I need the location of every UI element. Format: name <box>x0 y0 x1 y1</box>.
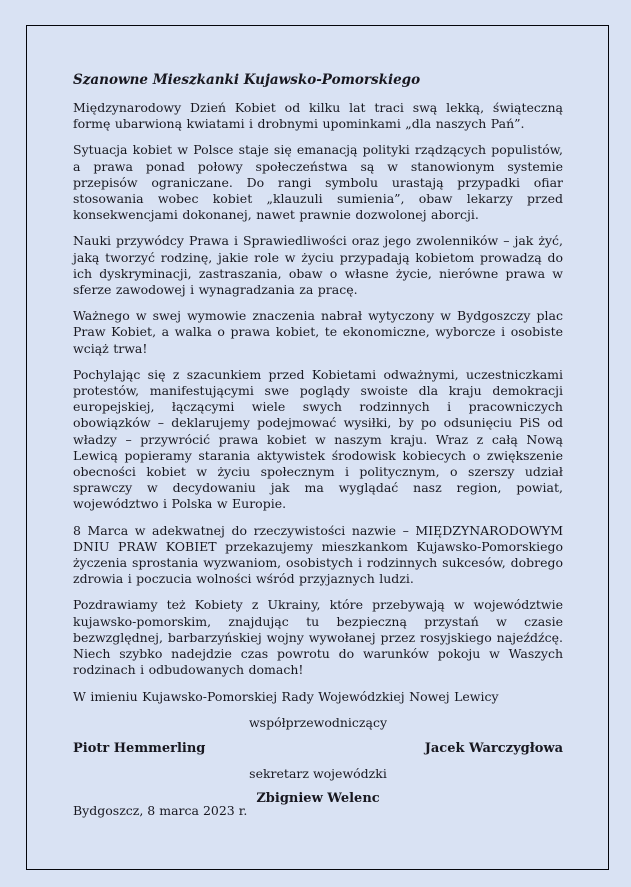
cochair-left-name: Piotr Hemmerling <box>73 740 206 756</box>
on-behalf-line: W imieniu Kujawsko-Pomorskiej Rady Wojewódzkiej Nowej Lewicy <box>73 688 499 704</box>
letter-frame <box>26 25 609 870</box>
secretary-name: Zbigniew Welenc <box>256 790 380 806</box>
cochair-names-row <box>73 740 563 757</box>
secretary-role-label: sekretarz wojewódzki <box>249 765 387 781</box>
paragraph: Sytuacja kobiet w Polsce staje się emanacją polityki rządzących populistów, a prawa ponad połowy społeczeństwa są w stanowionym systemie przepisów ograniczane. Do rangi symbolu urastają przypadki ofiar stosowania wobec kobiet „klauzuli sumienia”, obaw lekarzy przed konsekwencjami dokonanej, nawet prawnie dozwolonej aborcji. <box>73 142 563 223</box>
cochair-right-name: Jacek Warczygłowa <box>424 740 563 756</box>
paragraph: Ważnego w swej wymowie znaczenia nabrał wytyczony w Bydgoszczy plac Praw Kobiet, a walka o prawa kobiet, te ekonomiczne, wyborcze i osobiste wciąż trwa! <box>73 308 563 356</box>
salutation: Szanowne Mieszkanki Kujawsko-Pomorskiego <box>73 72 421 88</box>
paragraph: Nauki przywódcy Prawa i Sprawiedliwości oraz jego zwolenników – jak żyć, jaką tworzyć rodzinę, jakie role w życiu przypadają kobietom prowadzą do ich dyskryminacji, zastraszania, obaw o własne życie, nierówne prawa w sferze zawodowej i wynagradzania za pracę. <box>73 233 563 298</box>
paragraph: 8 Marca w adekwatnej do rzeczywistości nazwie – MIĘDZYNARODOWYM DNIU PRAW KOBIET przekazujemy mieszkankom Kujawsko-Pomorskiego życzenia sprostania wyzwaniom, osobistych i rodzinnych sukcesów, dobrego zdrowia i poczucia wolności wśród przyjaznych ludzi. <box>73 522 563 587</box>
paragraph: Międzynarodowy Dzień Kobiet od kilku lat traci swą lekką, świąteczną formę ubarwioną kwiatami i drobnymi upominkami „dla naszych Pań”. <box>73 100 563 132</box>
dateline: Bydgoszcz, 8 marca 2023 r. <box>73 802 248 818</box>
paragraph: Pochylając się z szacunkiem przed Kobietami odważnymi, uczestniczkami protestów, manifestującymi swe poglądy swoiste dla kraju demokracji europejskiej, łączącymi wiele swych rodzinnych i pracowniczych obowiązków – deklarujemy podejmować wysiłki, by po odsunięciu PiS od władzy – przywrócić prawa kobiet w naszym kraju. Wraz z całą Nową Lewicą popieramy starania aktywistek środowisk kobiecych o zwiększenie obecności kobiet w życiu społecznym i politycznym, o szerszy udział sprawczy w decydowaniu jak ma wyglądać nasz region, powiat, województwo i Polska w Europie. <box>73 366 563 512</box>
cochair-role-label: współprzewodniczący <box>248 714 388 730</box>
paragraph: Pozdrawiamy też Kobiety z Ukrainy, które przebywają w województwie kujawsko-pomorskim, znajdując tu bezpieczną przystań w czasie bezwzględnej, barbarzyńskiej wojny wywołanej przez rosyjskiego najeźdźcę. Niech szybko nadejdzie czas powrotu do warunków pokoju w Waszych rodzinach i odbudowanych domach! <box>73 597 563 678</box>
